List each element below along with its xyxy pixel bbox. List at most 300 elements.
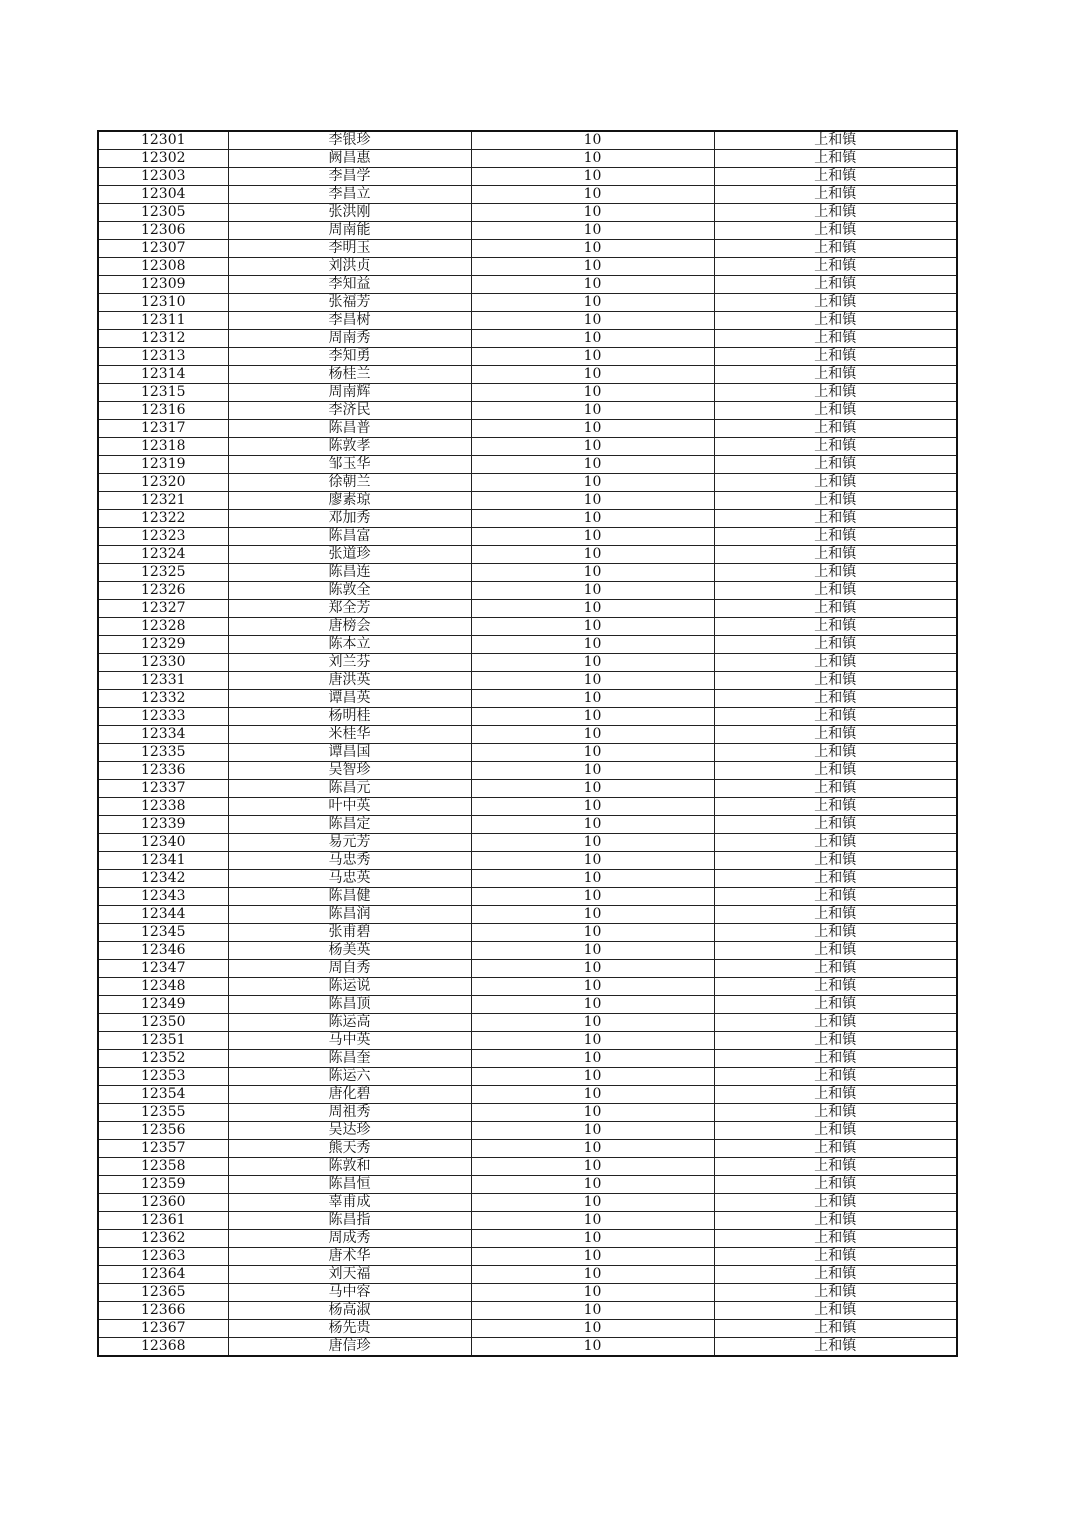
table-row [98,258,957,276]
serial-number-cell: 12317 [98,420,228,438]
amount-cell: 10 [471,564,714,582]
name-cell: 陈本立 [228,636,471,654]
table-row [98,1266,957,1284]
name-cell: 唐洪英 [228,672,471,690]
table-row [98,438,957,456]
serial-number-cell: 12355 [98,1104,228,1122]
serial-number-cell: 12308 [98,258,228,276]
serial-number-cell: 12316 [98,402,228,420]
name-cell: 刘兰芬 [228,654,471,672]
town-cell: 上和镇 [714,348,957,366]
table-row [98,528,957,546]
town-cell: 上和镇 [714,1194,957,1212]
amount-cell: 10 [471,654,714,672]
roster-table-body [98,131,957,1356]
table-row [98,600,957,618]
name-cell: 周祖秀 [228,1104,471,1122]
name-cell: 周成秀 [228,1230,471,1248]
serial-number-cell: 12345 [98,924,228,942]
town-cell: 上和镇 [714,492,957,510]
serial-number-cell: 12367 [98,1320,228,1338]
town-cell: 上和镇 [714,1068,957,1086]
town-cell: 上和镇 [714,906,957,924]
name-cell: 叶中英 [228,798,471,816]
serial-number-cell: 12333 [98,708,228,726]
town-cell: 上和镇 [714,528,957,546]
serial-number-cell: 12320 [98,474,228,492]
table-row [98,168,957,186]
amount-cell: 10 [471,708,714,726]
town-cell: 上和镇 [714,456,957,474]
town-cell: 上和镇 [714,654,957,672]
serial-number-cell: 12352 [98,1050,228,1068]
name-cell: 陈敦孝 [228,438,471,456]
name-cell: 郑全芳 [228,600,471,618]
serial-number-cell: 12358 [98,1158,228,1176]
table-row [98,366,957,384]
amount-cell: 10 [471,258,714,276]
table-row [98,942,957,960]
amount-cell: 10 [471,618,714,636]
name-cell: 周南秀 [228,330,471,348]
name-cell: 杨美英 [228,942,471,960]
table-row [98,654,957,672]
amount-cell: 10 [471,438,714,456]
name-cell: 李昌树 [228,312,471,330]
amount-cell: 10 [471,1068,714,1086]
serial-number-cell: 12305 [98,204,228,222]
amount-cell: 10 [471,1032,714,1050]
name-cell: 李知勇 [228,348,471,366]
name-cell: 张洪刚 [228,204,471,222]
name-cell: 张道珍 [228,546,471,564]
town-cell: 上和镇 [714,1230,957,1248]
amount-cell: 10 [471,168,714,186]
amount-cell: 10 [471,1266,714,1284]
town-cell: 上和镇 [714,762,957,780]
town-cell: 上和镇 [714,1248,957,1266]
town-cell: 上和镇 [714,384,957,402]
name-cell: 陈运说 [228,978,471,996]
serial-number-cell: 12304 [98,186,228,204]
serial-number-cell: 12329 [98,636,228,654]
amount-cell: 10 [471,834,714,852]
amount-cell: 10 [471,1104,714,1122]
name-cell: 马忠英 [228,870,471,888]
town-cell: 上和镇 [714,834,957,852]
table-row [98,1212,957,1230]
amount-cell: 10 [471,1158,714,1176]
table-row [98,852,957,870]
town-cell: 上和镇 [714,1212,957,1230]
serial-number-cell: 12311 [98,312,228,330]
serial-number-cell: 12303 [98,168,228,186]
town-cell: 上和镇 [714,942,957,960]
name-cell: 张福芳 [228,294,471,312]
amount-cell: 10 [471,744,714,762]
town-cell: 上和镇 [714,1086,957,1104]
roster-table [97,130,958,1357]
serial-number-cell: 12347 [98,960,228,978]
table-row [98,708,957,726]
name-cell: 马忠秀 [228,852,471,870]
town-cell: 上和镇 [714,1176,957,1194]
table-row [98,330,957,348]
table-row [98,276,957,294]
amount-cell: 10 [471,996,714,1014]
table-row [98,690,957,708]
amount-cell: 10 [471,870,714,888]
serial-number-cell: 12366 [98,1302,228,1320]
name-cell: 李明玉 [228,240,471,258]
town-cell: 上和镇 [714,420,957,438]
table-row [98,834,957,852]
town-cell: 上和镇 [714,888,957,906]
name-cell: 李昌学 [228,168,471,186]
town-cell: 上和镇 [714,744,957,762]
town-cell: 上和镇 [714,672,957,690]
table-row [98,546,957,564]
serial-number-cell: 12338 [98,798,228,816]
name-cell: 陈运高 [228,1014,471,1032]
table-row [98,384,957,402]
serial-number-cell: 12348 [98,978,228,996]
serial-number-cell: 12341 [98,852,228,870]
table-row [98,762,957,780]
amount-cell: 10 [471,1320,714,1338]
amount-cell: 10 [471,978,714,996]
table-row [98,1338,957,1357]
table-row [98,582,957,600]
serial-number-cell: 12334 [98,726,228,744]
amount-cell: 10 [471,384,714,402]
name-cell: 陈运六 [228,1068,471,1086]
serial-number-cell: 12315 [98,384,228,402]
town-cell: 上和镇 [714,131,957,150]
amount-cell: 10 [471,222,714,240]
table-row [98,131,957,150]
amount-cell: 10 [471,942,714,960]
name-cell: 周南能 [228,222,471,240]
town-cell: 上和镇 [714,852,957,870]
name-cell: 陈昌指 [228,1212,471,1230]
amount-cell: 10 [471,1338,714,1357]
serial-number-cell: 12354 [98,1086,228,1104]
serial-number-cell: 12365 [98,1284,228,1302]
town-cell: 上和镇 [714,1104,957,1122]
town-cell: 上和镇 [714,600,957,618]
name-cell: 熊天秀 [228,1140,471,1158]
name-cell: 周自秀 [228,960,471,978]
serial-number-cell: 12351 [98,1032,228,1050]
amount-cell: 10 [471,888,714,906]
table-row [98,726,957,744]
town-cell: 上和镇 [714,564,957,582]
serial-number-cell: 12302 [98,150,228,168]
table-row [98,1068,957,1086]
table-row [98,420,957,438]
town-cell: 上和镇 [714,222,957,240]
town-cell: 上和镇 [714,1284,957,1302]
serial-number-cell: 12332 [98,690,228,708]
amount-cell: 10 [471,798,714,816]
serial-number-cell: 12340 [98,834,228,852]
table-row [98,186,957,204]
town-cell: 上和镇 [714,1122,957,1140]
serial-number-cell: 12322 [98,510,228,528]
amount-cell: 10 [471,582,714,600]
serial-number-cell: 12301 [98,131,228,150]
amount-cell: 10 [471,402,714,420]
table-row [98,960,957,978]
table-row [98,672,957,690]
amount-cell: 10 [471,852,714,870]
amount-cell: 10 [471,366,714,384]
serial-number-cell: 12344 [98,906,228,924]
table-row [98,1230,957,1248]
town-cell: 上和镇 [714,708,957,726]
serial-number-cell: 12307 [98,240,228,258]
table-row [98,870,957,888]
town-cell: 上和镇 [714,276,957,294]
amount-cell: 10 [471,600,714,618]
amount-cell: 10 [471,150,714,168]
serial-number-cell: 12336 [98,762,228,780]
table-row [98,636,957,654]
table-row [98,1320,957,1338]
town-cell: 上和镇 [714,780,957,798]
serial-number-cell: 12339 [98,816,228,834]
name-cell: 陈昌富 [228,528,471,546]
serial-number-cell: 12331 [98,672,228,690]
serial-number-cell: 12360 [98,1194,228,1212]
serial-number-cell: 12361 [98,1212,228,1230]
name-cell: 李知益 [228,276,471,294]
town-cell: 上和镇 [714,186,957,204]
table-row [98,294,957,312]
table-row [98,564,957,582]
name-cell: 陈敦全 [228,582,471,600]
serial-number-cell: 12325 [98,564,228,582]
serial-number-cell: 12330 [98,654,228,672]
town-cell: 上和镇 [714,960,957,978]
town-cell: 上和镇 [714,1014,957,1032]
name-cell: 唐术华 [228,1248,471,1266]
table-row [98,474,957,492]
serial-number-cell: 12328 [98,618,228,636]
table-row [98,1176,957,1194]
serial-number-cell: 12364 [98,1266,228,1284]
serial-number-cell: 12357 [98,1140,228,1158]
name-cell: 陈昌连 [228,564,471,582]
town-cell: 上和镇 [714,294,957,312]
table-row [98,744,957,762]
amount-cell: 10 [471,1050,714,1068]
town-cell: 上和镇 [714,366,957,384]
serial-number-cell: 12326 [98,582,228,600]
name-cell: 谭昌国 [228,744,471,762]
table-row [98,402,957,420]
amount-cell: 10 [471,1122,714,1140]
amount-cell: 10 [471,1086,714,1104]
table-row [98,1194,957,1212]
town-cell: 上和镇 [714,726,957,744]
name-cell: 刘天福 [228,1266,471,1284]
amount-cell: 10 [471,1176,714,1194]
name-cell: 杨明桂 [228,708,471,726]
serial-number-cell: 12359 [98,1176,228,1194]
amount-cell: 10 [471,1014,714,1032]
town-cell: 上和镇 [714,582,957,600]
town-cell: 上和镇 [714,924,957,942]
name-cell: 阙昌惠 [228,150,471,168]
name-cell: 易元芳 [228,834,471,852]
name-cell: 陈昌普 [228,420,471,438]
serial-number-cell: 12353 [98,1068,228,1086]
name-cell: 李银珍 [228,131,471,150]
name-cell: 张甫碧 [228,924,471,942]
name-cell: 邹玉华 [228,456,471,474]
name-cell: 陈昌顶 [228,996,471,1014]
name-cell: 马中英 [228,1032,471,1050]
amount-cell: 10 [471,240,714,258]
name-cell: 李昌立 [228,186,471,204]
amount-cell: 10 [471,312,714,330]
serial-number-cell: 12306 [98,222,228,240]
town-cell: 上和镇 [714,1338,957,1357]
town-cell: 上和镇 [714,474,957,492]
town-cell: 上和镇 [714,204,957,222]
amount-cell: 10 [471,348,714,366]
amount-cell: 10 [471,1248,714,1266]
amount-cell: 10 [471,816,714,834]
town-cell: 上和镇 [714,996,957,1014]
serial-number-cell: 12324 [98,546,228,564]
table-row [98,1158,957,1176]
town-cell: 上和镇 [714,438,957,456]
town-cell: 上和镇 [714,330,957,348]
town-cell: 上和镇 [714,240,957,258]
table-row [98,1050,957,1068]
serial-number-cell: 12309 [98,276,228,294]
table-row [98,492,957,510]
amount-cell: 10 [471,204,714,222]
table-row [98,312,957,330]
amount-cell: 10 [471,330,714,348]
amount-cell: 10 [471,1230,714,1248]
name-cell: 吴智珍 [228,762,471,780]
table-row [98,978,957,996]
name-cell: 谭昌英 [228,690,471,708]
amount-cell: 10 [471,924,714,942]
table-row [98,240,957,258]
serial-number-cell: 12350 [98,1014,228,1032]
name-cell: 辜甫成 [228,1194,471,1212]
town-cell: 上和镇 [714,1032,957,1050]
amount-cell: 10 [471,960,714,978]
town-cell: 上和镇 [714,1158,957,1176]
amount-cell: 10 [471,546,714,564]
amount-cell: 10 [471,456,714,474]
table-row [98,618,957,636]
table-row [98,1248,957,1266]
table-row [98,996,957,1014]
town-cell: 上和镇 [714,1140,957,1158]
serial-number-cell: 12335 [98,744,228,762]
town-cell: 上和镇 [714,546,957,564]
table-row [98,1122,957,1140]
table-row [98,816,957,834]
town-cell: 上和镇 [714,510,957,528]
serial-number-cell: 12337 [98,780,228,798]
name-cell: 陈昌恒 [228,1176,471,1194]
town-cell: 上和镇 [714,150,957,168]
name-cell: 杨桂兰 [228,366,471,384]
name-cell: 陈昌健 [228,888,471,906]
name-cell: 马中容 [228,1284,471,1302]
serial-number-cell: 12314 [98,366,228,384]
town-cell: 上和镇 [714,816,957,834]
table-row [98,204,957,222]
name-cell: 米桂华 [228,726,471,744]
town-cell: 上和镇 [714,1266,957,1284]
town-cell: 上和镇 [714,978,957,996]
table-row [98,1302,957,1320]
table-row [98,780,957,798]
name-cell: 陈昌元 [228,780,471,798]
amount-cell: 10 [471,690,714,708]
amount-cell: 10 [471,672,714,690]
amount-cell: 10 [471,1140,714,1158]
amount-cell: 10 [471,492,714,510]
name-cell: 邓加秀 [228,510,471,528]
serial-number-cell: 12363 [98,1248,228,1266]
serial-number-cell: 12368 [98,1338,228,1357]
table-row [98,906,957,924]
name-cell: 陈敦和 [228,1158,471,1176]
table-row [98,1140,957,1158]
town-cell: 上和镇 [714,402,957,420]
serial-number-cell: 12313 [98,348,228,366]
amount-cell: 10 [471,474,714,492]
name-cell: 唐信珍 [228,1338,471,1357]
serial-number-cell: 12319 [98,456,228,474]
serial-number-cell: 12321 [98,492,228,510]
table-row [98,1014,957,1032]
serial-number-cell: 12310 [98,294,228,312]
table-row [98,798,957,816]
name-cell: 廖素琼 [228,492,471,510]
amount-cell: 10 [471,276,714,294]
name-cell: 陈昌定 [228,816,471,834]
town-cell: 上和镇 [714,690,957,708]
amount-cell: 10 [471,762,714,780]
amount-cell: 10 [471,906,714,924]
table-row [98,348,957,366]
town-cell: 上和镇 [714,1320,957,1338]
serial-number-cell: 12346 [98,942,228,960]
town-cell: 上和镇 [714,798,957,816]
name-cell: 刘洪贞 [228,258,471,276]
table-row [98,924,957,942]
serial-number-cell: 12356 [98,1122,228,1140]
table-row [98,1032,957,1050]
amount-cell: 10 [471,1212,714,1230]
amount-cell: 10 [471,1194,714,1212]
town-cell: 上和镇 [714,636,957,654]
amount-cell: 10 [471,294,714,312]
town-cell: 上和镇 [714,168,957,186]
